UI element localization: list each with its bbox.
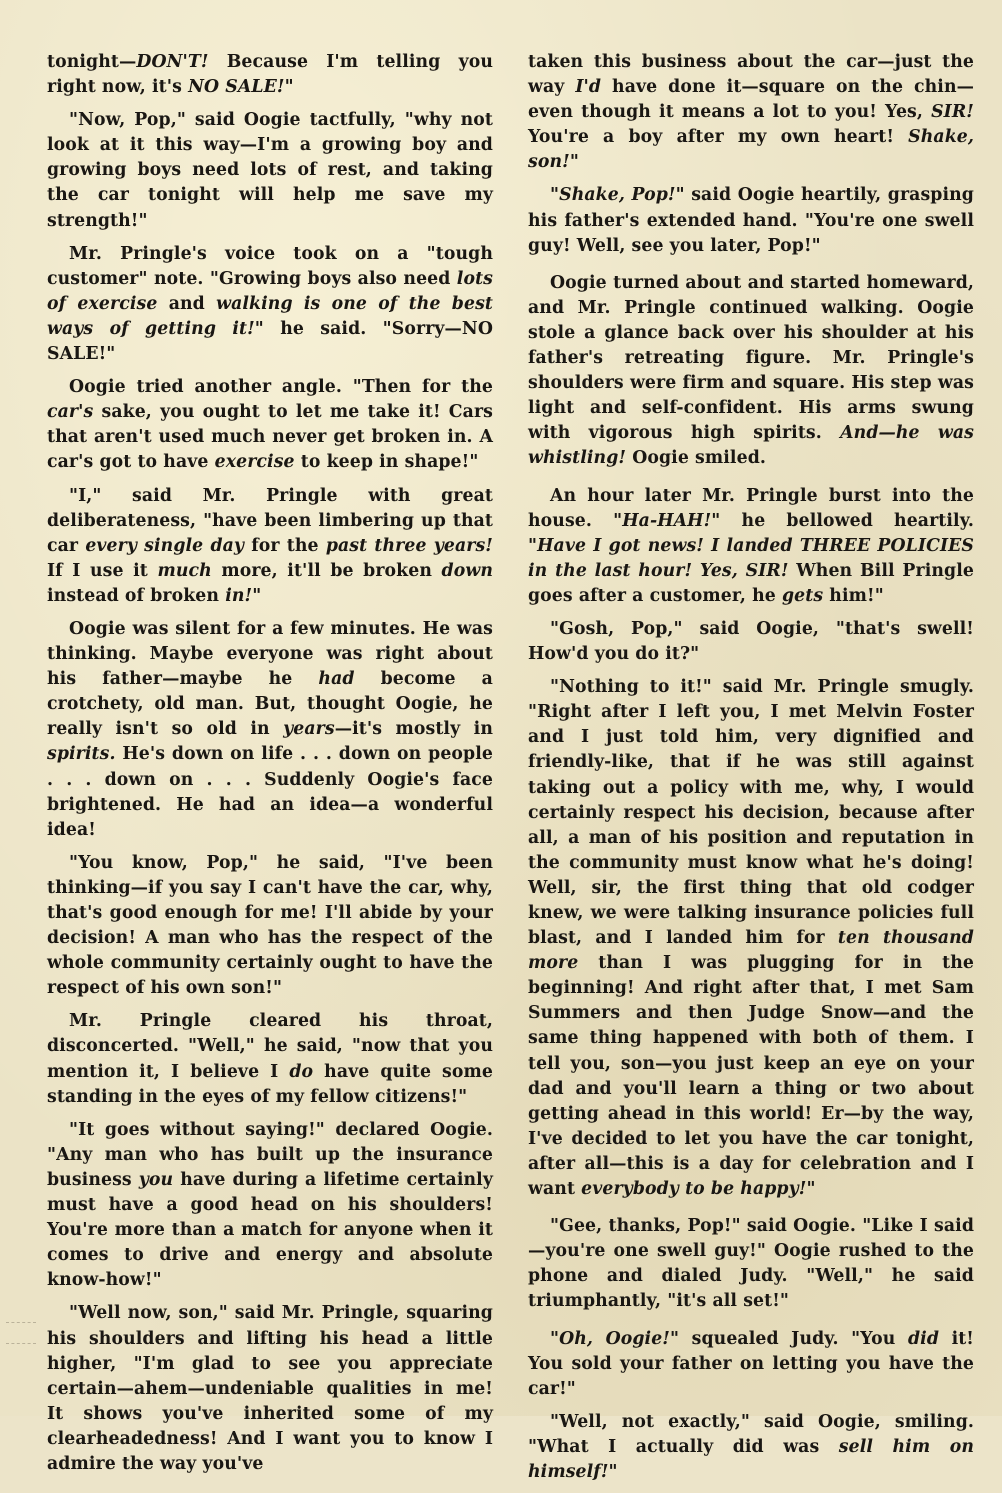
body-text: He's down on life . . . down on people . . . down on . . . Suddenly Oogie's face brightened. He had an idea—a wonderful idea!	[47, 744, 493, 840]
emphasis-text: down	[441, 560, 493, 581]
body-text: " he bellowed heartily. "	[528, 510, 974, 556]
body-text: to keep in shape!"	[294, 452, 479, 473]
paragraph	[528, 1327, 974, 1402]
body-text: "I," said Mr. Pringle with great deliberateness, "have been limbering up that car	[47, 485, 493, 556]
body-text: taken this business about the car—just the way	[528, 52, 974, 98]
paragraph	[528, 183, 974, 258]
body-text: "	[806, 1179, 816, 1200]
paragraph	[528, 484, 974, 609]
body-text: An hour later Mr. Pringle burst into the house. "	[528, 485, 974, 531]
emphasis-text: every single day	[85, 535, 245, 556]
body-text: have during a lifetime certainly must have a good head on his shoulders! You're more than a match for anyone when it comes to drive and energy and absolute know-how!"	[47, 1169, 493, 1291]
body-text: more, it'll be broken	[211, 560, 442, 581]
emphasis-text: Shake, Pop!	[559, 185, 676, 206]
body-text: "You know, Pop," he said, "I've been thinking—if you say I can't have the car, why, that's good enough for me! I'll abide by your decision! A man who has the respect of the whole community certainly ought to have the respect of his own son!"	[47, 852, 493, 999]
emphasis-text: exercise	[214, 452, 295, 473]
body-text: "Gee, thanks, Pop!" said Oogie. "Like I said—you're one swell guy!" Oogie rushed to the phone and dialed Judy. "Well," he said triumphantly, "it's all set!"	[528, 1216, 974, 1312]
paragraph	[47, 1301, 493, 1477]
body-text: Oogie smiled.	[626, 448, 766, 469]
body-text: than I was plugging for in the beginning! And right after that, I met Sam Summers and then Judge Snow—and the same thing happened with both of them. I tell you, son—you just keep an eye on your dad and you'll learn a thing or two about getting ahead in this world! Er—by the way, I've decided to let you have the car tonight, after all—this is a day for celebration and I want	[528, 953, 974, 1200]
emphasis-text: NO SALE!	[188, 77, 285, 98]
emphasis-text: do	[289, 1061, 314, 1082]
body-text: " said Oogie heartily, grasping his father's extended hand. "You're one swell guy! Well, see you later, Pop!"	[528, 185, 974, 256]
body-text: have done it—square on the chin—even though it means a lot to you! Yes,	[528, 77, 974, 123]
body-text: "Nothing to it!" said Mr. Pringle smugly. "Right after I left you, I met Melvin Foster and I just told him, very dignified and friendly-like, that if he was still against taking out a policy with me, why, I would certainly respect his decision, because after all, a man of his position and reputation in the community must know what he's doing! Well, sir, the first thing that old codger knew, we were talking insurance policies full blast, and I landed him for	[528, 677, 974, 949]
emphasis-text: lots of exercise	[47, 268, 493, 314]
emphasis-text: much	[157, 560, 212, 581]
body-text: When Bill Pringle goes after a customer, he	[528, 560, 974, 606]
right-column	[528, 50, 974, 1493]
paragraph	[528, 1410, 974, 1485]
emphasis-text: car's	[47, 402, 94, 423]
emphasis-text: Shake, son!	[528, 127, 974, 173]
paragraph	[528, 675, 974, 1202]
body-text: sake, you ought to let me take it! Cars that aren't used much never get broken in. A car's got to have	[47, 402, 493, 473]
emphasis-text: spirits.	[47, 744, 116, 765]
emphasis-text: everybody to be happy!	[581, 1179, 807, 1200]
emphasis-text: did	[907, 1328, 940, 1349]
emphasis-text: I'd	[575, 77, 602, 98]
paragraph	[528, 50, 974, 175]
paragraph	[528, 271, 974, 472]
emphasis-text: gets	[781, 585, 824, 606]
body-text: —it's mostly in	[334, 719, 493, 740]
body-text: "It goes without saying!" declared Oogie. "Any man who has built up the insurance business	[47, 1119, 493, 1190]
emphasis-text: walking is one of the best ways of getting it!	[47, 293, 493, 339]
body-text: You're a boy after my own heart!	[528, 127, 909, 148]
body-text: "Well now, son," said Mr. Pringle, squaring his shoulders and lifting his head a little higher, "I'm glad to see you appreciate certain—ahem—undeniable qualities in me! It shows you've inherited some of my clearheadedness! And I want you to know I admire the way you've	[47, 1303, 493, 1474]
paragraph	[47, 242, 493, 367]
emphasis-text: DON'T!	[136, 52, 209, 72]
body-text: " squealed Judy. "You	[670, 1328, 908, 1349]
emphasis-text: And—he was whistling!	[528, 423, 975, 469]
emphasis-text: Ha-HAH!	[622, 510, 712, 531]
emphasis-text: Oh, Oogie!	[559, 1328, 670, 1349]
body-text: for the	[244, 535, 326, 556]
emphasis-text: years	[283, 719, 335, 740]
emphasis-text: ten thousand more	[528, 928, 974, 974]
body-text: tonight—	[47, 52, 137, 72]
paragraph	[47, 1009, 493, 1109]
body-text: "	[252, 585, 262, 606]
body-text: Mr. Pringle's voice took on a "tough customer" note. "Growing boys also need	[47, 243, 493, 289]
body-text: If I use it	[47, 560, 158, 581]
paragraph	[47, 617, 493, 843]
binding-margin-marks	[6, 1322, 36, 1344]
paragraph	[47, 50, 493, 100]
body-text: "	[550, 185, 560, 206]
body-text: have quite some standing in the eyes of my fellow citizens!"	[47, 1061, 493, 1107]
body-text: "	[284, 77, 294, 98]
body-text: become a crotchety, old man. But, thought Oogie, he really isn't so old in	[47, 669, 493, 740]
body-text: "	[569, 152, 579, 173]
body-text: Oogie was silent for a few minutes. He was thinking. Maybe everyone was right about his father—maybe he	[47, 618, 493, 690]
body-text: Oogie turned about and started homeward, and Mr. Pringle continued walking. Oogie stole a glance back over his shoulder at his father's retreating figure. Mr. Pringle's shoulders were firm and square. His step was light and self-confident. His arms swung with vigorous high spirits.	[528, 272, 974, 444]
body-text: and	[157, 293, 217, 314]
body-text: "Well, not exactly," said Oogie, smiling. "What I actually did was	[528, 1411, 974, 1457]
paragraph	[47, 484, 493, 609]
paragraph	[47, 851, 493, 1002]
paragraph	[528, 617, 974, 667]
body-text: " he said. "Sorry—NO SALE!"	[47, 318, 493, 365]
paragraph	[47, 1118, 493, 1294]
emphasis-text: sell him on himself!	[528, 1436, 974, 1482]
emphasis-text: SIR!	[931, 102, 974, 123]
body-text: it! You sold your father on letting you have the car!"	[528, 1328, 974, 1399]
emphasis-text: in!	[225, 585, 253, 606]
emphasis-text: Have I got news! I landed THREE POLICIES in the last hour! Yes, SIR!	[528, 535, 974, 581]
emphasis-text: had	[318, 669, 355, 690]
body-text: Mr. Pringle cleared his throat, disconcerted. "Well," he said, "now that you mention it, I believe I	[47, 1011, 493, 1082]
emphasis-text: you	[138, 1169, 174, 1190]
body-text: him!"	[823, 585, 884, 606]
body-text: Oogie tried another angle. "Then for the	[69, 377, 493, 398]
paragraph	[47, 108, 493, 233]
body-text: "	[608, 1461, 618, 1482]
body-text: instead of broken	[47, 585, 226, 606]
body-text: "Gosh, Pop," said Oogie, "that's swell! How'd you do it?"	[528, 618, 974, 665]
paragraph	[528, 1214, 974, 1314]
body-text: Because I'm telling you right now, it's	[47, 52, 493, 98]
emphasis-text: past three years!	[325, 535, 493, 556]
paragraph	[47, 375, 493, 475]
body-text: "Now, Pop," said Oogie tactfully, "why not look at it this way—I'm a growing boy and growing boys need lots of rest, and taking the car tonight will help me save my strength!"	[47, 110, 493, 231]
left-column	[47, 50, 493, 1485]
body-text: "	[550, 1328, 560, 1349]
